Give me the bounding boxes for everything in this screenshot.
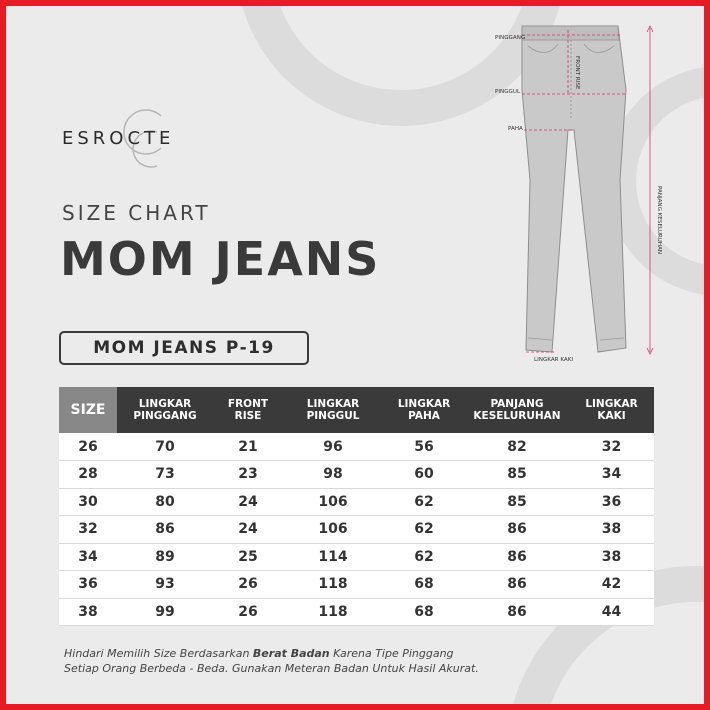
size-cell: 28 <box>59 461 117 489</box>
size-cell: 36 <box>59 571 117 599</box>
measurement-cell: 62 <box>383 488 465 516</box>
measurement-cell: 118 <box>283 598 383 626</box>
table-header-cell <box>383 387 465 433</box>
model-label: MOM JEANS P-19 <box>59 331 309 365</box>
measurement-cell: 114 <box>283 543 383 571</box>
measurement-cell: 38 <box>569 543 654 571</box>
table-row <box>59 598 654 626</box>
brand-name: ESROCTE <box>62 128 175 149</box>
header-line1: LINGKAR <box>585 398 638 410</box>
measurement-cell: 26 <box>213 571 283 599</box>
header-line1: LINGKAR <box>397 398 451 410</box>
measurement-cell: 86 <box>465 543 569 571</box>
size-cell: 30 <box>59 488 117 516</box>
header-line1: PANJANG <box>490 398 544 410</box>
header-line1: LINGKAR <box>138 398 192 410</box>
label-total-length: PANJANG KESELURUHAN <box>656 186 662 255</box>
measurement-cell: 24 <box>213 516 283 544</box>
table-header-row <box>59 387 654 433</box>
table-header-cell <box>213 387 283 433</box>
measurement-cell: 93 <box>117 571 213 599</box>
measurement-cell: 85 <box>465 461 569 489</box>
measurement-cell: 96 <box>283 433 383 461</box>
jeans-diagram <box>488 20 668 370</box>
header-line2: PINGGUL <box>306 410 360 422</box>
measurement-cell: 86 <box>465 598 569 626</box>
measurement-cell: 86 <box>117 516 213 544</box>
measurement-cell: 62 <box>383 516 465 544</box>
measurement-cell: 25 <box>213 543 283 571</box>
header-line2: PAHA <box>408 410 440 422</box>
table-row <box>59 488 654 516</box>
page-title: MOM JEANS <box>60 232 381 286</box>
measurement-cell: 21 <box>213 433 283 461</box>
measurement-cell: 34 <box>569 461 654 489</box>
measurement-cell: 80 <box>117 488 213 516</box>
size-cell: 38 <box>59 598 117 626</box>
footnote <box>64 646 624 676</box>
footnote-part1: Hindari Memilih Size Berdasarkan <box>64 647 253 660</box>
table-header-cell <box>117 387 213 433</box>
table-body <box>59 433 654 626</box>
measurement-cell: 98 <box>283 461 383 489</box>
size-cell: 34 <box>59 543 117 571</box>
measurement-cell: 36 <box>569 488 654 516</box>
header-line1: SIZE <box>70 402 106 418</box>
table-row <box>59 543 654 571</box>
measurement-cell: 56 <box>383 433 465 461</box>
measurement-cell: 86 <box>465 516 569 544</box>
measurement-cell: 68 <box>383 571 465 599</box>
footnote-line2: Setiap Orang Berbeda - Beda. Gunakan Meteran Badan Untuk Hasil Akurat. <box>64 662 479 675</box>
table-row <box>59 516 654 544</box>
measurement-cell: 24 <box>213 488 283 516</box>
table-header-cell <box>465 387 569 433</box>
jeans-illustration-icon <box>488 20 668 370</box>
header-line1: LINGKAR <box>306 398 360 410</box>
size-table <box>59 387 654 626</box>
table-row <box>59 461 654 489</box>
measurement-cell: 60 <box>383 461 465 489</box>
measurement-cell: 68 <box>383 598 465 626</box>
table-row <box>59 571 654 599</box>
measurement-cell: 106 <box>283 516 383 544</box>
label-waist: PINGGANG <box>495 35 526 41</box>
label-front-rise: FRONT RISE <box>574 56 580 90</box>
measurement-cell: 106 <box>283 488 383 516</box>
footnote-bold: Berat Badan <box>252 647 330 660</box>
measurement-cell: 89 <box>117 543 213 571</box>
footnote-part2: Karena Tipe Pinggang <box>329 647 454 660</box>
page-subtitle: SIZE CHART <box>62 201 211 225</box>
label-thigh: PAHA <box>508 126 523 132</box>
header-line2: KESELURUHAN <box>473 410 561 422</box>
header-line2: PINGGANG <box>133 410 197 422</box>
measurement-cell: 82 <box>465 433 569 461</box>
size-cell: 26 <box>59 433 117 461</box>
brand-logo <box>62 104 242 174</box>
label-leg-opening: LINGKAR KAKI <box>534 357 574 363</box>
measurement-cell: 42 <box>569 571 654 599</box>
label-hip: PINGGUL <box>495 89 521 95</box>
size-cell: 32 <box>59 516 117 544</box>
table-row <box>59 433 654 461</box>
measurement-cell: 32 <box>569 433 654 461</box>
table-header-cell <box>283 387 383 433</box>
measurement-cell: 62 <box>383 543 465 571</box>
measurement-cell: 26 <box>213 598 283 626</box>
measurement-cell: 86 <box>465 571 569 599</box>
header-line2: KAKI <box>597 410 626 422</box>
header-line1: FRONT <box>227 398 269 410</box>
measurement-cell: 99 <box>117 598 213 626</box>
measurement-cell: 38 <box>569 516 654 544</box>
measurement-cell: 44 <box>569 598 654 626</box>
table-header-cell <box>569 387 654 433</box>
measurement-cell: 73 <box>117 461 213 489</box>
measurement-cell: 70 <box>117 433 213 461</box>
header-line2: RISE <box>234 410 262 422</box>
measurement-cell: 118 <box>283 571 383 599</box>
measurement-cell: 23 <box>213 461 283 489</box>
measurement-cell: 85 <box>465 488 569 516</box>
table-header-size <box>59 387 117 433</box>
